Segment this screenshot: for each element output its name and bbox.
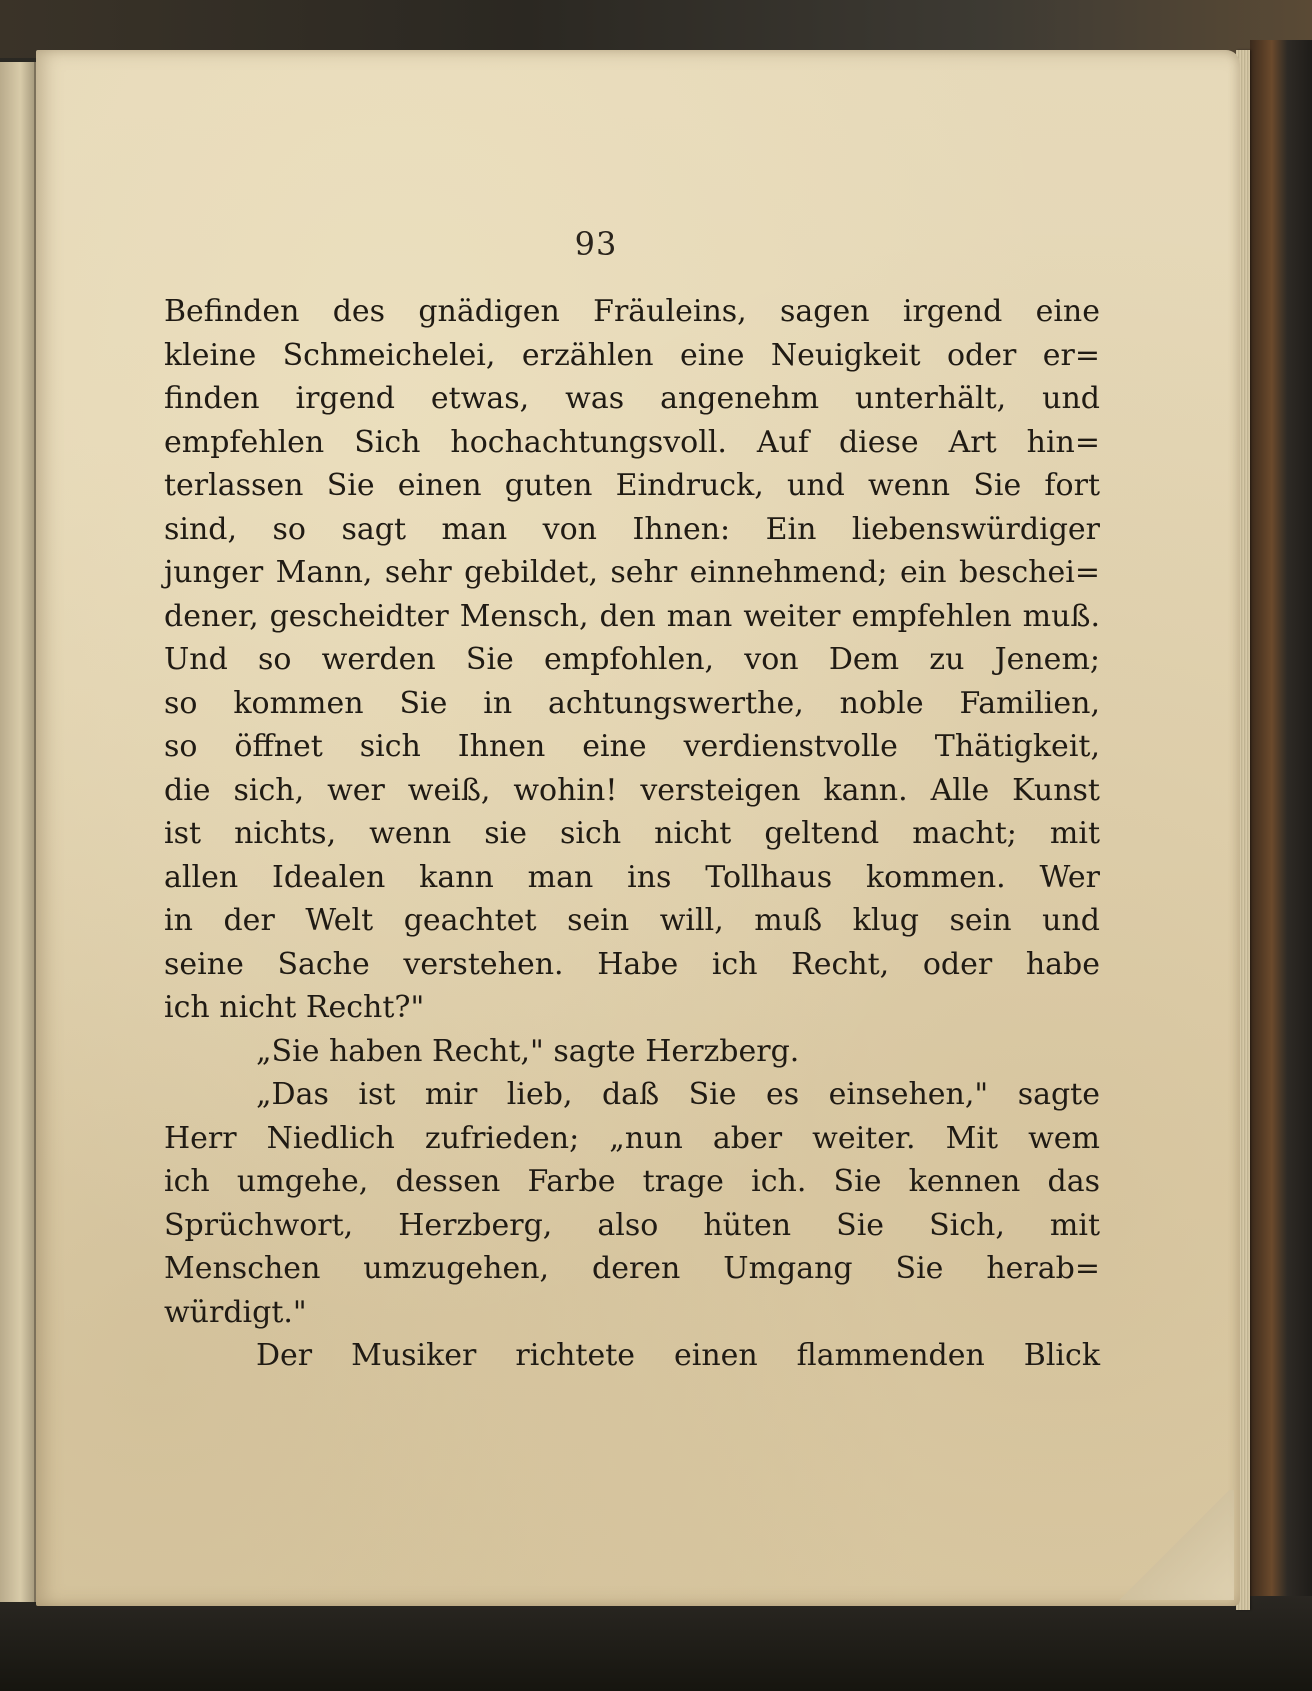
text-line: empfehlen Sich hochachtungsvoll. Auf diese Art hin= xyxy=(164,424,1100,460)
text-line: in der Welt geachtet sein will, muß klug sein und xyxy=(164,903,1100,938)
text-line: terlassen Sie einen guten Eindruck, und wenn Sie fort xyxy=(164,468,1100,503)
text-line: Der Musiker richtete einen flammenden Blick xyxy=(256,1338,1100,1373)
text-line: „Sie haben Recht," sagte Herzberg. xyxy=(256,1033,800,1069)
text-line: sind, so sagt man von Ihnen: Ein liebenswürdiger xyxy=(164,511,1100,547)
text-line: kleine Schmeichelei, erzählen eine Neuigkeit oder er= xyxy=(164,337,1100,373)
page-corner-curl xyxy=(1114,1490,1234,1600)
text-line: Sprüchwort, Herzberg, also hüten Sie Sich, mit xyxy=(164,1207,1100,1243)
text-line: seine Sache verstehen. Habe ich Recht, oder habe xyxy=(164,946,1100,982)
text-line: so öffnet sich Ihnen eine verdienstvolle Thätigkeit, xyxy=(164,729,1100,764)
text-line: finden irgend etwas, was angenehm unterhält, und xyxy=(164,381,1100,416)
text-line: ich umgehe, dessen Farbe trage ich. Sie kennen das xyxy=(164,1164,1100,1199)
text-line: würdigt." xyxy=(164,1294,307,1330)
text-line: dener, gescheidter Mensch, den man weiter empfehlen muß. xyxy=(164,598,1100,634)
text-line: allen Idealen kann man ins Tollhaus kommen. Wer xyxy=(164,859,1100,895)
text-line: Menschen umzugehen, deren Umgang Sie herab= xyxy=(164,1251,1100,1286)
text-line: Herr Niedlich zufrieden; „nun aber weiter. Mit wem xyxy=(164,1120,1100,1156)
text-line: die sich, wer weiß, wohin! versteigen kann. Alle Kunst xyxy=(164,772,1100,808)
body-text xyxy=(164,290,1100,1378)
text-line: so kommen Sie in achtungswerthe, noble Familien, xyxy=(164,685,1100,721)
book-page xyxy=(36,50,1240,1606)
text-line: „Das ist mir lieb, daß Sie es einsehen," sagte xyxy=(256,1077,1100,1112)
book-cover-bottom-edge xyxy=(0,1596,1312,1691)
text-line: Befinden des gnädigen Fräuleins, sagen irgend eine xyxy=(164,294,1100,329)
page-number: 93 xyxy=(574,225,618,263)
book-cover-right-edge xyxy=(1250,40,1312,1640)
text-line: ich nicht Recht?" xyxy=(164,990,425,1025)
text-line: Und so werden Sie empfohlen, von Dem zu Jenem; xyxy=(164,642,1100,677)
text-line: ist nichts, wenn sie sich nicht geltend macht; mit xyxy=(164,816,1100,851)
facing-page-edge xyxy=(0,62,36,1602)
text-line: junger Mann, sehr gebildet, sehr einnehmend; ein beschei= xyxy=(164,555,1100,590)
